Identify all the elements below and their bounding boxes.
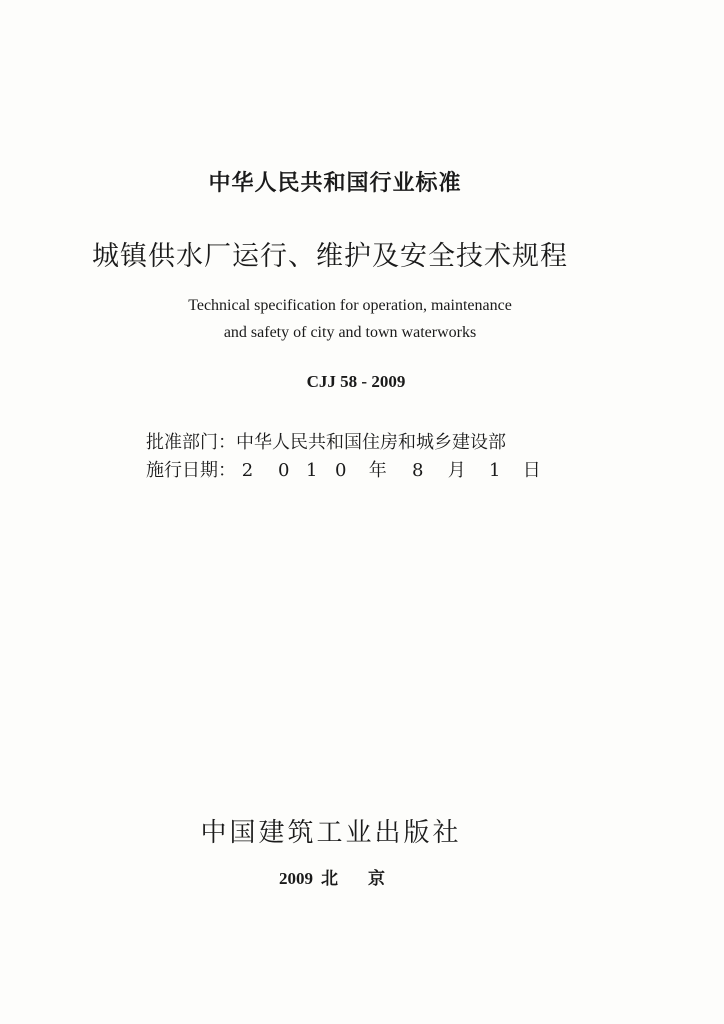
date-char: 0 — [278, 460, 290, 481]
industry-standard-heading: 中华人民共和国行业标准 — [208, 171, 462, 196]
date-char: 日 — [522, 460, 541, 481]
approval-value: 中华人民共和国住房和城乡建设部 — [236, 432, 506, 453]
publication-city: 北 京 — [321, 869, 397, 889]
standard-code: CJJ 58 - 2009 — [306, 372, 406, 391]
date-char: 1 — [306, 460, 318, 481]
date-char: 8 — [412, 460, 424, 481]
date-char: 月 — [447, 460, 466, 481]
implementation-label: 施行日期： — [146, 460, 236, 481]
approval-label: 批准部门： — [146, 432, 236, 453]
implementation-value — [236, 460, 552, 481]
english-title — [0, 292, 724, 346]
date-char: 2 — [241, 460, 254, 481]
publication-year: 2009 — [279, 869, 314, 888]
approval-department — [146, 428, 506, 454]
publication-info — [0, 864, 724, 889]
implementation-date — [146, 456, 552, 482]
date-char: 年 — [368, 460, 387, 481]
date-char: 0 — [335, 460, 347, 481]
date-char: 1 — [489, 460, 501, 481]
publisher-name: 中国建筑工业出版社 — [200, 818, 462, 848]
english-title-line-1: Technical specification for operation, maintenance — [188, 297, 512, 314]
english-title-line-2: and safety of city and town waterworks — [223, 324, 477, 341]
chinese-title: 城镇供水厂运行、维护及安全技术规程 — [92, 241, 568, 272]
